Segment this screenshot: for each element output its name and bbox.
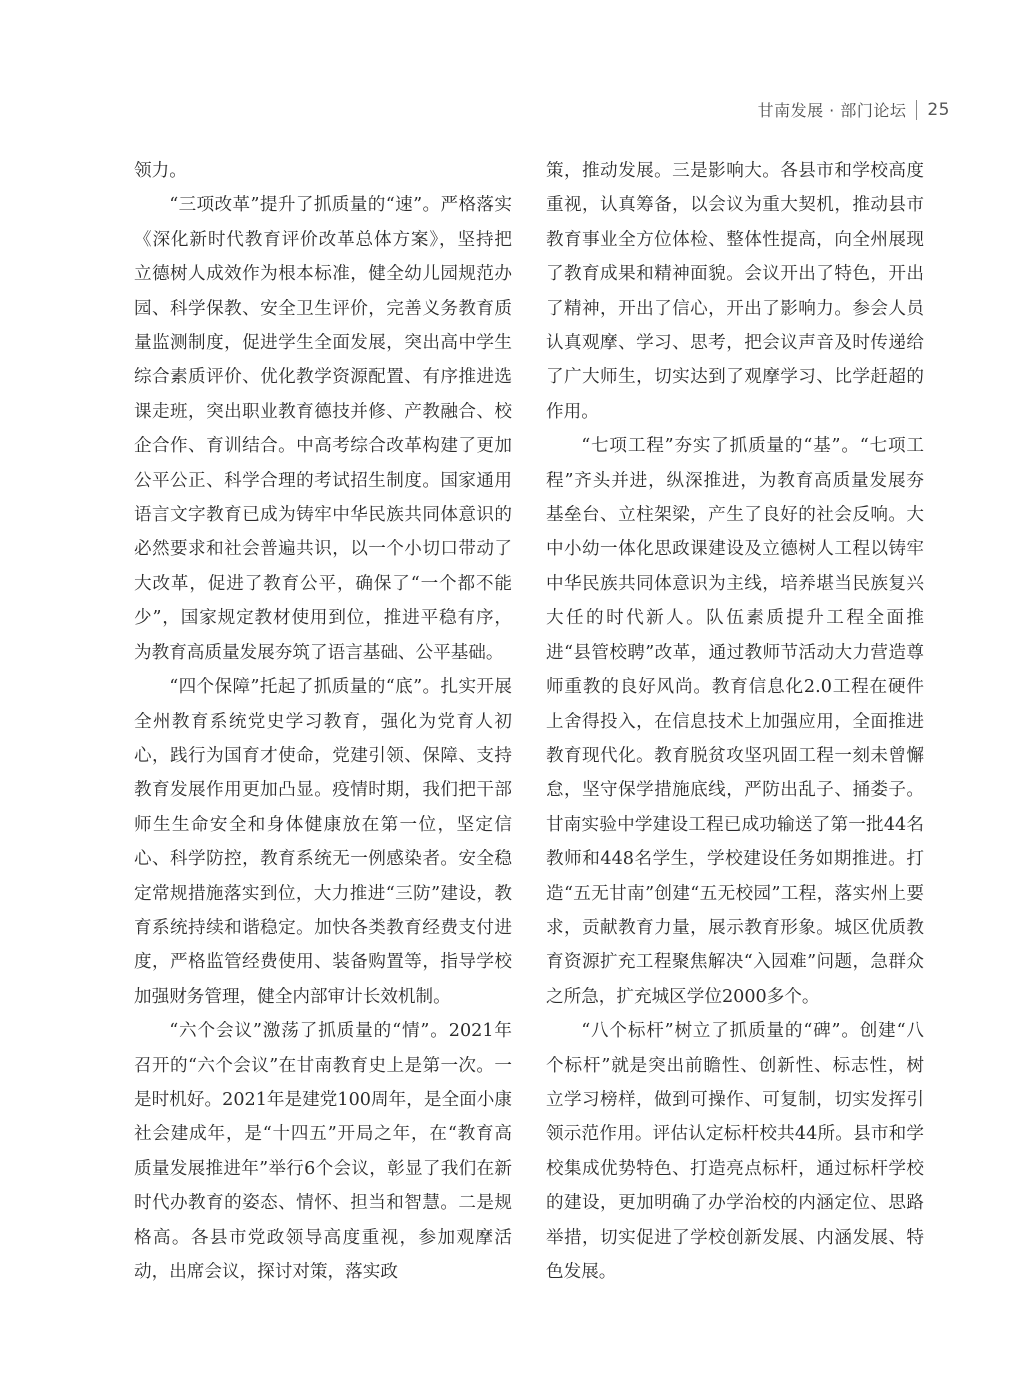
paragraph-eight-benchmarks: “八个标杆”树立了抓质量的“碑”。创建“八个标杆”就是突出前瞻性、创新性、标志性，树立学习榜样，做到可操作、可复制，切实发挥引领示范作用。评估认定标杆校共44所。县市和学校集成优势特色、打造亮点标杆，通过标杆学校的建设，更加明确了办学治校的内涵定位、思路举措，切实促进了学校创新发展、内涵发展、特色发展。 xyxy=(546,1021,924,1282)
page-number: 25 xyxy=(927,99,950,120)
paragraph-seven-projects: “七项工程”夯实了抓质量的“基”。“七项工程”齐头并进，纵深推进，为教育高质量发展夯基垒台、立柱架梁，产生了良好的社会反响。大中小幼一体化思政课建设及立德树人工程以铸牢中华民族共同体意识为主线，培养堪当民族复兴大任的时代新人。队伍素质提升工程全面推进“县管校聘”改革，通过教师节活动大力营造尊师重教的良好风尚。教育信息化2.0工程在硬件上舍得投入，在信息技术上加强应用，全面推进教育现代化。教育脱贫攻坚巩固工程一刻未曾懈怠，坚守保学措施底线，严防出乱子、捅娄子。甘南实验中学建设工程已成功输送了第一批44名教师和448名学生，学校建设任务如期推进。打造“五无甘南”创建“五无校园”工程，落实州上要求，贡献教育力量，展示教育形象。城区优质教育资源扩充工程聚焦解决“入园难”问题，急群众之所急，扩充城区学位2000多个。 xyxy=(546,436,924,1007)
header-divider xyxy=(916,100,917,120)
left-column xyxy=(134,154,512,1289)
paragraph-continuation: 策，推动发展。三是影响大。各县市和学校高度重视，认真筹备，以会议为重大契机，推动县市教育事业全方位体检、整体性提高，向全州展现了教育成果和精神面貌。会议开出了特色，开出了精神，开出了信心，开出了影响力。参会人员认真观摩、学习、思考，把会议声音及时传递给了广大师生，切实达到了观摩学习、比学赶超的作用。 xyxy=(546,161,924,422)
paragraph-four-guarantees: “四个保障”托起了抓质量的“底”。扎实开展全州教育系统党史学习教育，强化为党育人初心，践行为国育才使命，党建引领、保障、支持教育发展作用更加凸显。疫情时期，我们把干部师生生命安全和身体健康放在第一位，坚定信心、科学防控，教育系统无一例感染者。安全稳定常规措施落实到位，大力推进“三防”建设，教育系统持续和谐稳定。加快各类教育经费支付进度，严格监管经费使用、装备购置等，指导学校加强财务管理，健全内部审计长效机制。 xyxy=(134,677,512,1007)
section-title: 甘南发展 · 部门论坛 xyxy=(757,101,907,120)
running-header xyxy=(758,98,950,121)
paragraph-three-reforms: “三项改革”提升了抓质量的“速”。严格落实《深化新时代教育评价改革总体方案》，坚持把立德树人成效作为根本标准，健全幼儿园规范办园、科学保教、安全卫生评价，完善义务教育质量监测制度，促进学生全面发展，突出高中学生综合素质评价、优化教学资源配置、有序推进选课走班，突出职业教育德技并修、产教融合、校企合作、育训结合。中高考综合改革构建了更加公平公正、科学合理的考试招生制度。国家通用语言文字教育已成为铸牢中华民族共同体意识的必然要求和社会普遍共识，以一个小切口带动了大改革，促进了教育公平，确保了“一个都不能少”，国家规定教材使用到位，推进平稳有序，为教育高质量发展夯筑了语言基础、公平基础。 xyxy=(134,195,512,663)
right-column xyxy=(546,154,924,1289)
paragraph-six-meetings: “六个会议”激荡了抓质量的“情”。2021年召开的“六个会议”在甘南教育史上是第一次。一是时机好。2021年是建党100周年，是全面小康社会建成年，是“十四五”开局之年，在“教育高质量发展推进年”举行6个会议，彰显了我们在新时代办教育的姿态、情怀、担当和智慧。二是规格高。各县市党政领导高度重视，参加观摩活动，出席会议，探讨对策，落实政 xyxy=(134,1021,512,1282)
paragraph-continuation: 领力。 xyxy=(134,161,187,181)
